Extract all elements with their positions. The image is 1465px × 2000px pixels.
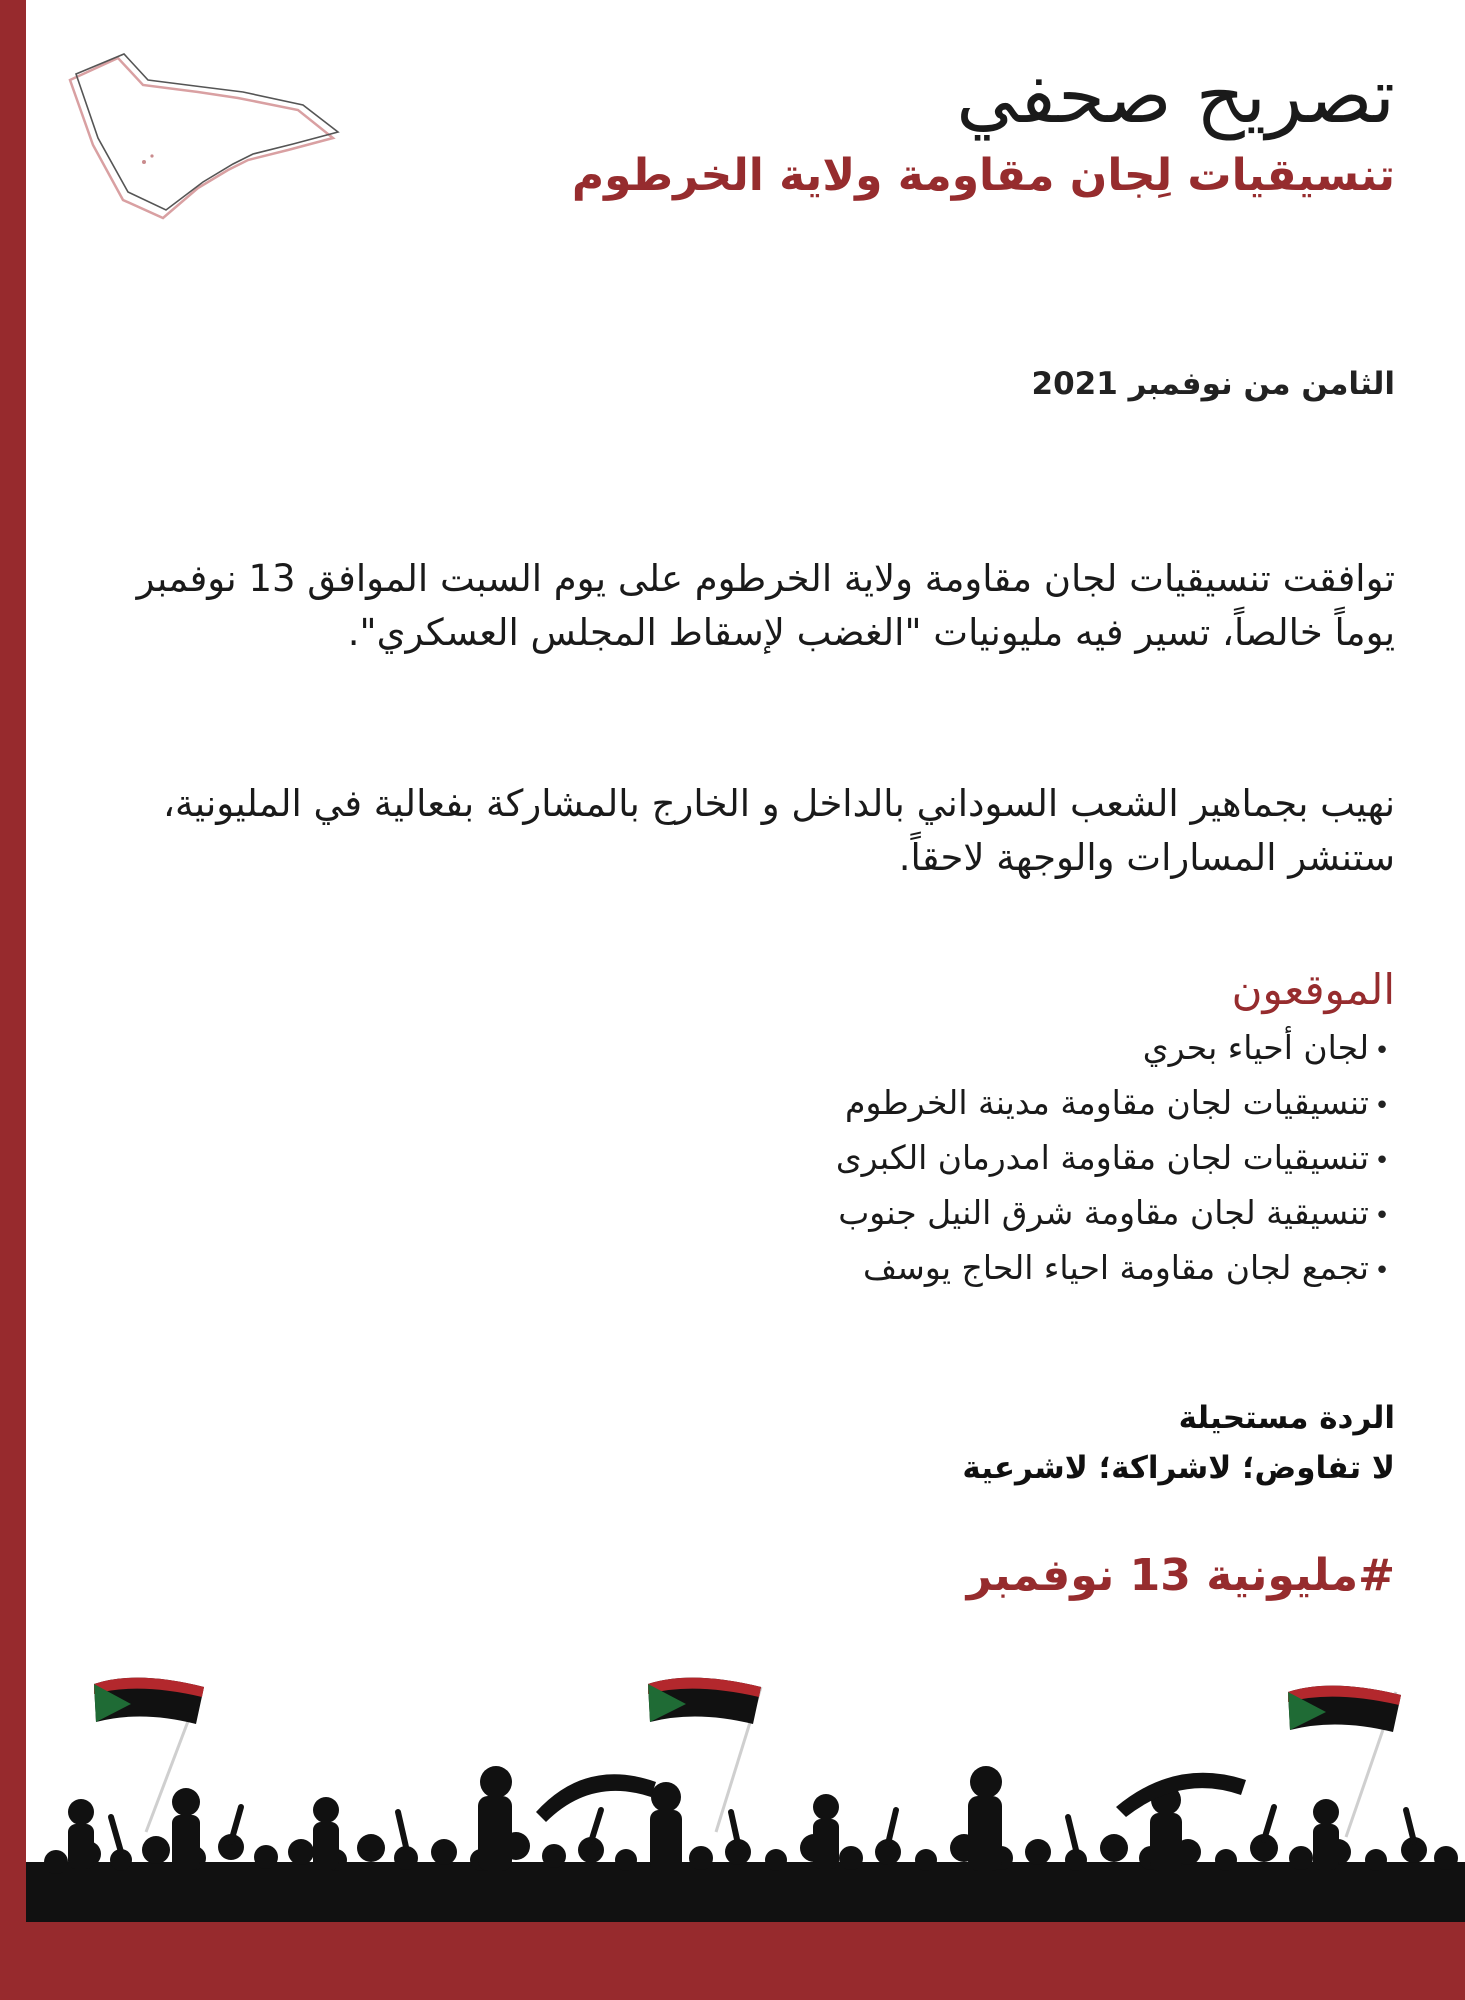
signers-heading: الموقعون xyxy=(1231,965,1395,1014)
signer-name: تجمع لجان مقاومة احياء الحاج يوسف xyxy=(863,1248,1369,1287)
sudan-flag-icon xyxy=(648,1678,761,1724)
sudan-flag-icon xyxy=(94,1678,204,1724)
slogan-line-2: لا تفاوض؛ لاشراكة؛ لاشرعية xyxy=(962,1450,1395,1486)
list-item xyxy=(836,1242,1395,1297)
page-title: تصريح صحفي xyxy=(956,51,1395,140)
protest-crowd-silhouette xyxy=(26,1662,1465,1922)
signer-name: لجان أحياء بحري xyxy=(1142,1028,1369,1067)
hashtag: #مليونية 13 نوفمبر xyxy=(966,1550,1395,1601)
list-item xyxy=(836,1077,1395,1132)
banner xyxy=(1116,1773,1246,1817)
signer-name: تنسيقيات لجان مقاومة مدينة الخرطوم xyxy=(845,1083,1369,1122)
release-date: الثامن من نوفمبر 2021 xyxy=(1031,366,1395,402)
bullet-icon: • xyxy=(1374,1201,1390,1231)
signer-name: تنسيقيات لجان مقاومة امدرمان الكبرى xyxy=(835,1138,1369,1177)
bottom-frame-bar xyxy=(0,1922,1465,2000)
signers-list xyxy=(836,1022,1395,1297)
bullet-icon: • xyxy=(1374,1146,1390,1176)
banner xyxy=(536,1774,656,1822)
slogan-line-1: الردة مستحيلة xyxy=(1178,1400,1395,1436)
signer-name: تنسيقية لجان مقاومة شرق النيل جنوب xyxy=(838,1193,1369,1232)
sudan-map-outline-icon xyxy=(48,50,348,230)
bullet-icon: • xyxy=(1374,1091,1390,1121)
bullet-icon: • xyxy=(1374,1256,1390,1286)
list-item xyxy=(836,1022,1395,1077)
page-subtitle: تنسيقيات لِجان مقاومة ولاية الخرطوم xyxy=(571,150,1395,201)
sudan-flag-icon xyxy=(1288,1686,1401,1732)
bullet-icon: • xyxy=(1374,1036,1390,1066)
list-item xyxy=(836,1187,1395,1242)
left-frame-bar xyxy=(0,0,26,2000)
body-paragraph-2: نهيب بجماهير الشعب السوداني بالداخل و الخارج بالمشاركة بفعالية في المليونية، ستنشر المسارات والوجهة لاحقاً. xyxy=(163,782,1395,879)
list-item xyxy=(836,1132,1395,1187)
body-paragraph-1: توافقت تنسيقيات لجان مقاومة ولاية الخرطوم على يوم السبت الموافق 13 نوفمبر يوماً خالصاً، تسير فيه مليونيات "الغضب لإسقاط المجلس العسكري". xyxy=(136,557,1395,654)
